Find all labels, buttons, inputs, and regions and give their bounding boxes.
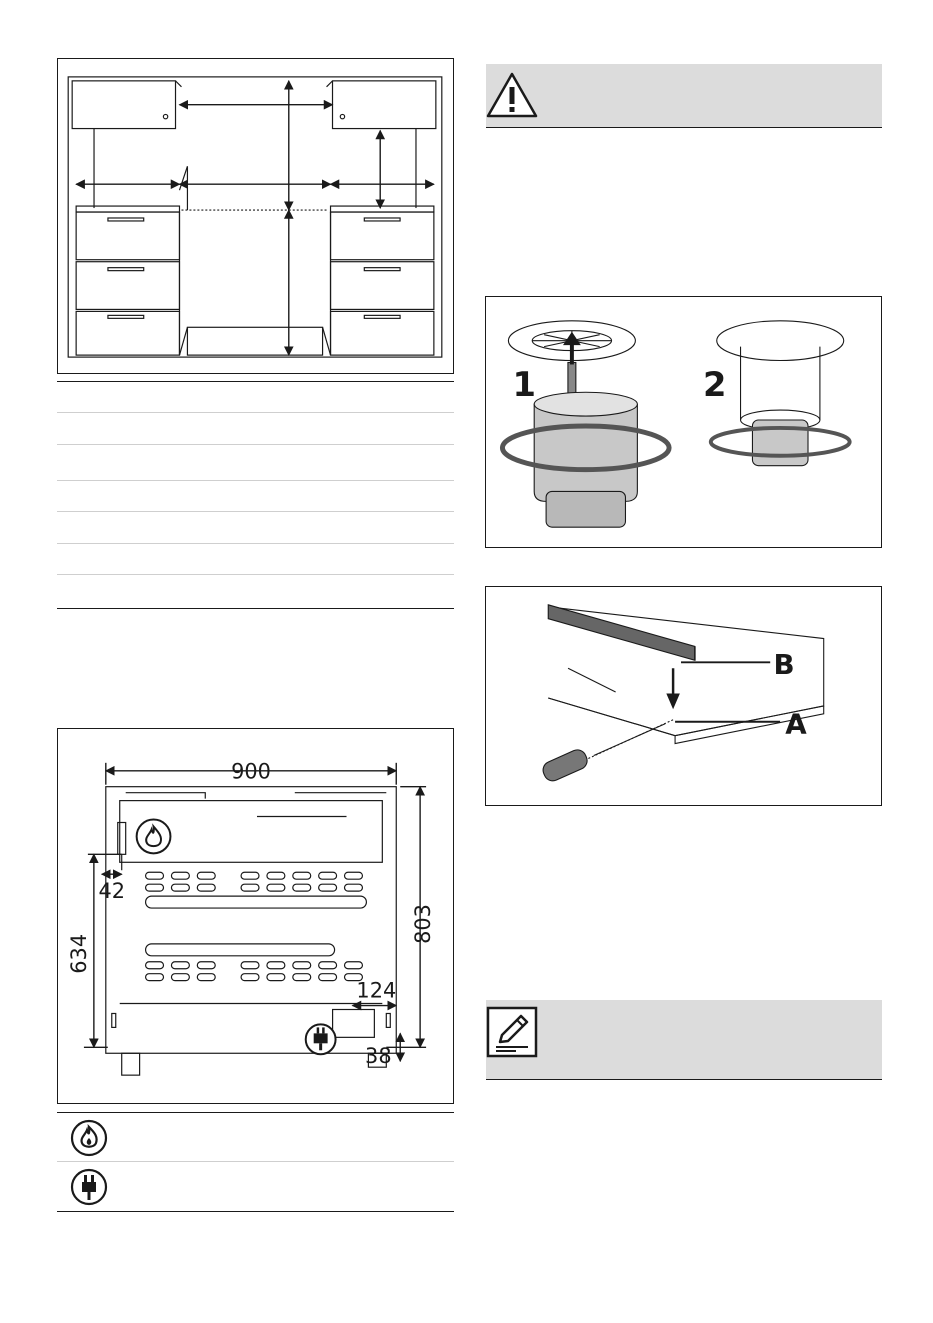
table-top-rule (57, 381, 454, 382)
vent-slot (293, 872, 311, 879)
connection-dimension-diagram (57, 728, 454, 1104)
dim-gas-offset-label: 42 (98, 879, 126, 904)
table-row-divider (57, 543, 454, 544)
vent-slot (319, 974, 337, 981)
table-row-divider (57, 511, 454, 512)
vent-slot (146, 962, 164, 969)
step-2-label: 2 (703, 365, 727, 405)
vent-slot (171, 962, 189, 969)
table-row-divider (57, 480, 454, 481)
legend-row-electric (57, 1163, 454, 1211)
upper-vent-rows (146, 872, 363, 980)
vent-slot (146, 872, 164, 879)
electric-badge (306, 1024, 336, 1054)
vent-slot (345, 884, 363, 891)
vent-slot (319, 884, 337, 891)
gas-flame-icon (69, 1118, 109, 1158)
vent-slot (146, 974, 164, 981)
vent-slot (293, 974, 311, 981)
appliance-rear-drawing (58, 729, 453, 1103)
vent-slot (267, 884, 285, 891)
note-pencil-icon (486, 1006, 538, 1058)
vent-slot (345, 962, 363, 969)
vent-slot (197, 962, 215, 969)
vent-slot (241, 974, 259, 981)
cabinet-dimension-diagram (57, 58, 454, 374)
vent-slot (319, 872, 337, 879)
vent-slot (171, 884, 189, 891)
cabinet-drawing (58, 59, 453, 373)
splashback-fixing-figure (485, 586, 882, 806)
vent-slot (319, 962, 337, 969)
step-1-label: 1 (512, 365, 537, 405)
vent-slot (197, 872, 215, 879)
gas-badge (137, 820, 171, 854)
warning-triangle-icon (486, 70, 538, 120)
vent-slot (241, 884, 259, 891)
vent-slot (293, 962, 311, 969)
vent-slot (171, 974, 189, 981)
vent-slot (345, 872, 363, 879)
legend-divider (57, 1161, 454, 1162)
legend-bottom-rule (57, 1211, 454, 1212)
vent-slot (267, 962, 285, 969)
table-bottom-rule (57, 608, 454, 609)
table-row-divider (57, 412, 454, 413)
dim-height-label: 803 (411, 904, 436, 944)
table-row-divider (57, 444, 454, 445)
legend-row-gas (57, 1114, 454, 1162)
vent-slot (293, 884, 311, 891)
dim-electric-height-label: 38 (365, 1044, 392, 1069)
callout-a-label: A (785, 707, 807, 741)
vent-slot (241, 872, 259, 879)
vent-slot (267, 974, 285, 981)
dim-width-label: 900 (231, 759, 271, 784)
warning-banner (486, 64, 882, 128)
splashback-drawing (486, 587, 881, 805)
legend-top-rule (57, 1112, 454, 1113)
foot-adjustment-figure (485, 296, 882, 548)
vent-slot (267, 872, 285, 879)
table-row-divider (57, 574, 454, 575)
vent-slot (197, 884, 215, 891)
vent-slot (146, 884, 164, 891)
vent-slot (241, 962, 259, 969)
vent-slot (171, 872, 189, 879)
electric-plug-icon (69, 1167, 109, 1207)
vent-slot (197, 974, 215, 981)
dim-gas-height-label: 634 (66, 933, 91, 974)
foot-adjustment-drawing (486, 297, 881, 547)
note-banner (486, 1000, 882, 1080)
callout-b-label: B (773, 648, 795, 682)
dim-electric-offset-label: 124 (356, 978, 397, 1003)
